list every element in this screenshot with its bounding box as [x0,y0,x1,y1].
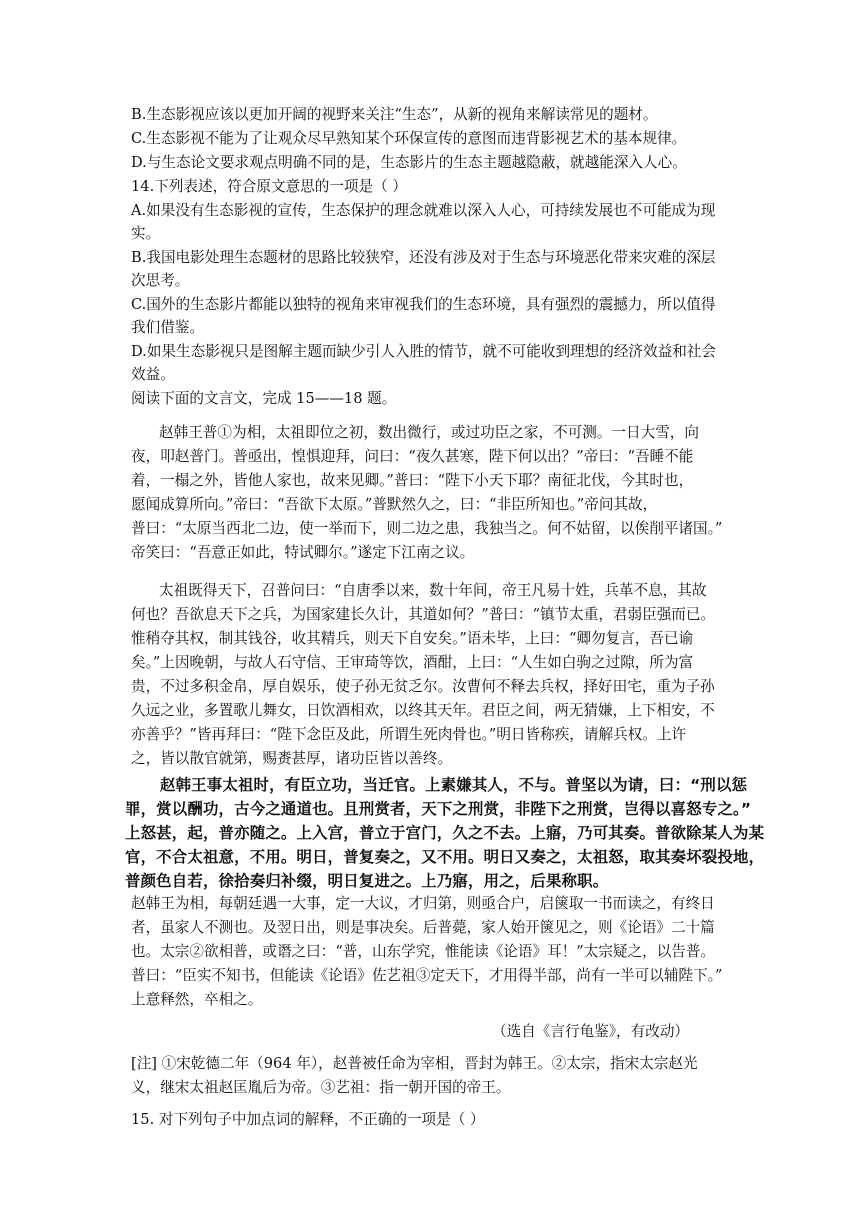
passage-p2-line: 贵，不过多积金帛，厚自娱乐，使子孙无贫乏尔。汝曹何不释去兵权，择好田宅，重为子孙 [131,678,715,695]
passage-p2-line: 久远之业，多置歌儿舞女，日饮酒相欢，以终其天年。君臣之间，两无猜嫌，上下相安，不 [131,702,715,719]
passage-p1-line: 帝笑曰：“吾意正如此，特试卿尔。”遂定下江南之议。 [131,544,475,561]
passage-p4-line: 也。太宗②欲相普，或谮之曰：“普，山东学究，惟能读《论语》耳！”太宗疑之，以告普。 [131,943,716,960]
passage-p2-line: 何也？吾欲息天下之兵，为国家建长久计，其道如何？”普曰：“镇节太重，君弱臣强而已。 [131,606,716,623]
q14-option-d: D.如果生态影视只是图解主题而缺少引人入胜的情节，就不可能收到理想的经济效益和社会 [131,343,716,360]
q14-option-b-cont: 次思考。 [131,272,190,289]
passage-p3-line: 上怒甚，起，普亦随之。上入宫，普立于宫门，久之不去。上寤，乃可其奏。普欲除某人为某 [125,824,765,842]
passage-p3-line: 官，不合太祖意，不用。明日，普复奏之，又不用。明日又奏之，太祖怒，取其奏坏裂投地， [125,848,765,866]
passage-p3-line: 罪，赏以酬功，古今之通道也。且刑赏者，天下之刑赏，非陛下之刑赏，岂得以喜怒专之。” [125,800,752,818]
q14-option-c-cont: 我们借鉴。 [131,319,204,336]
q14-option-a: A.如果没有生态影视的宣传，生态保护的理念就难以深入人心，可持续发展也不可能成为现 [131,202,716,219]
passage-p1-line: 愿闻成算所向。”帝曰：“吾欲下太原。”普默然久之，曰：“非臣所知也。”帝问其故， [131,496,658,513]
q14-option-b: B.我国电影处理生态题材的思路比较狭窄，还没有涉及对于生态与环境恶化带来灾难的深层 [131,249,716,266]
q14-stem: 14.下列表述，符合原文意思的一项是（ ） [131,178,407,195]
passage-p4-line: 普曰：“臣实不知书，但能读《论语》佐艺祖③定天下，才用得半部，尚有一半可以辅陛下。” [131,967,723,984]
passage-p4-line: 赵韩王为相，每朝廷遇一大事，定一大议，才归第，则亟合户，启箧取一书而读之，有终日 [131,895,715,912]
passage-p4-line: 者，虽家人不测也。及翌日出，则是事决矣。后普薨，家人始开箧见之，则《论语》二十篇 [131,919,715,936]
passage-p1-line: 赵韩王普①为相，太祖即位之初，数出微行，或过功臣之家，不可测。一日大雪，向 [159,424,699,441]
q13-option-d: D.与生态论文要求观点明确不同的是，生态影片的生态主题越隐蔽，就越能深入人心。 [131,154,687,171]
passage-p3-line: 普颜色自若，徐拾奏归补缀，明日复进之。上乃寤，用之，后果称职。 [125,872,609,890]
passage-p1-line: 普曰：“太原当西北二边，使一举而下，则二边之患，我独当之。何不姑留，以俟削平诸国。” [131,520,723,537]
passage-p2-line: 之，皆以散官就第，赐赉甚厚，诸功臣皆以善终。 [131,750,453,767]
q14-option-c: C.国外的生态影片都能以独特的视角来审视我们的生态环境，具有强烈的震撼力，所以值得 [131,296,716,313]
q13-option-c: C.生态影视不能为了让观众尽早熟知某个环保宣传的意图而违背影视艺术的基本规律。 [131,130,687,147]
passage-p2-line: 矣。”上因晚朝，与故人石守信、王审琦等饮，酒酣，上曰：“人生如白驹之过隙，所为富 [131,654,694,671]
q14-option-d-cont: 效益。 [131,366,175,383]
q13-option-b: B.生态影视应该以更加开阔的视野来关注“生态”，从新的视角来解读常见的题材。 [131,106,658,123]
passage-p2-line: 惟稍夺其权，制其钱谷，收其精兵，则天下自安矣。”语未毕，上曰：“卿勿复言，吾已谕 [131,630,694,647]
passage-p2-line: 亦善乎？”皆再拜曰：“陛下念臣及此，所谓生死肉骨也。”明日皆称疾，请解兵权。上许 [131,726,687,743]
passage-p3-line: 赵韩王事太祖时，有臣立功，当迁官。上素嫌其人，不与。普坚以为请，曰：“刑以惩 [160,776,748,794]
passage-p1-line: 着，一榻之外，皆他人家也，故来见卿。”普曰：“陛下小天下耶？南征北伐，今其时也， [131,472,694,489]
q14-option-a-cont: 实。 [131,225,161,242]
passage-p1-line: 夜，叩赵普门。普亟出，惶惧迎拜，问曰：“夜久甚寒，陛下何以出？”帝曰：“吾睡不能 [131,448,694,465]
q15-stem: 15. 对下列句子中加点词的解释，不正确的一项是（ ） [131,1111,485,1128]
reading-instruction: 阅读下面的文言文，完成 15——18 题。 [131,390,397,407]
annotation-note: [注] ①宋乾德二年（964 年），赵普被任命为宰相，晋封为韩王。②太宗，指宋太宗赵光 [131,1055,698,1072]
passage-p2-line: 太祖既得天下，召普问曰：“自唐季以来，数十年间，帝王凡易十姓，兵革不息，其故 [159,582,707,599]
annotation-note: 义，继宋太祖赵匡胤后为帝。③艺祖：指一朝开国的帝王。 [131,1079,511,1096]
passage-p4-line: 上意释然，卒相之。 [131,991,263,1008]
source-citation: （选自《言行龟鉴》，有改动） [492,1023,690,1040]
